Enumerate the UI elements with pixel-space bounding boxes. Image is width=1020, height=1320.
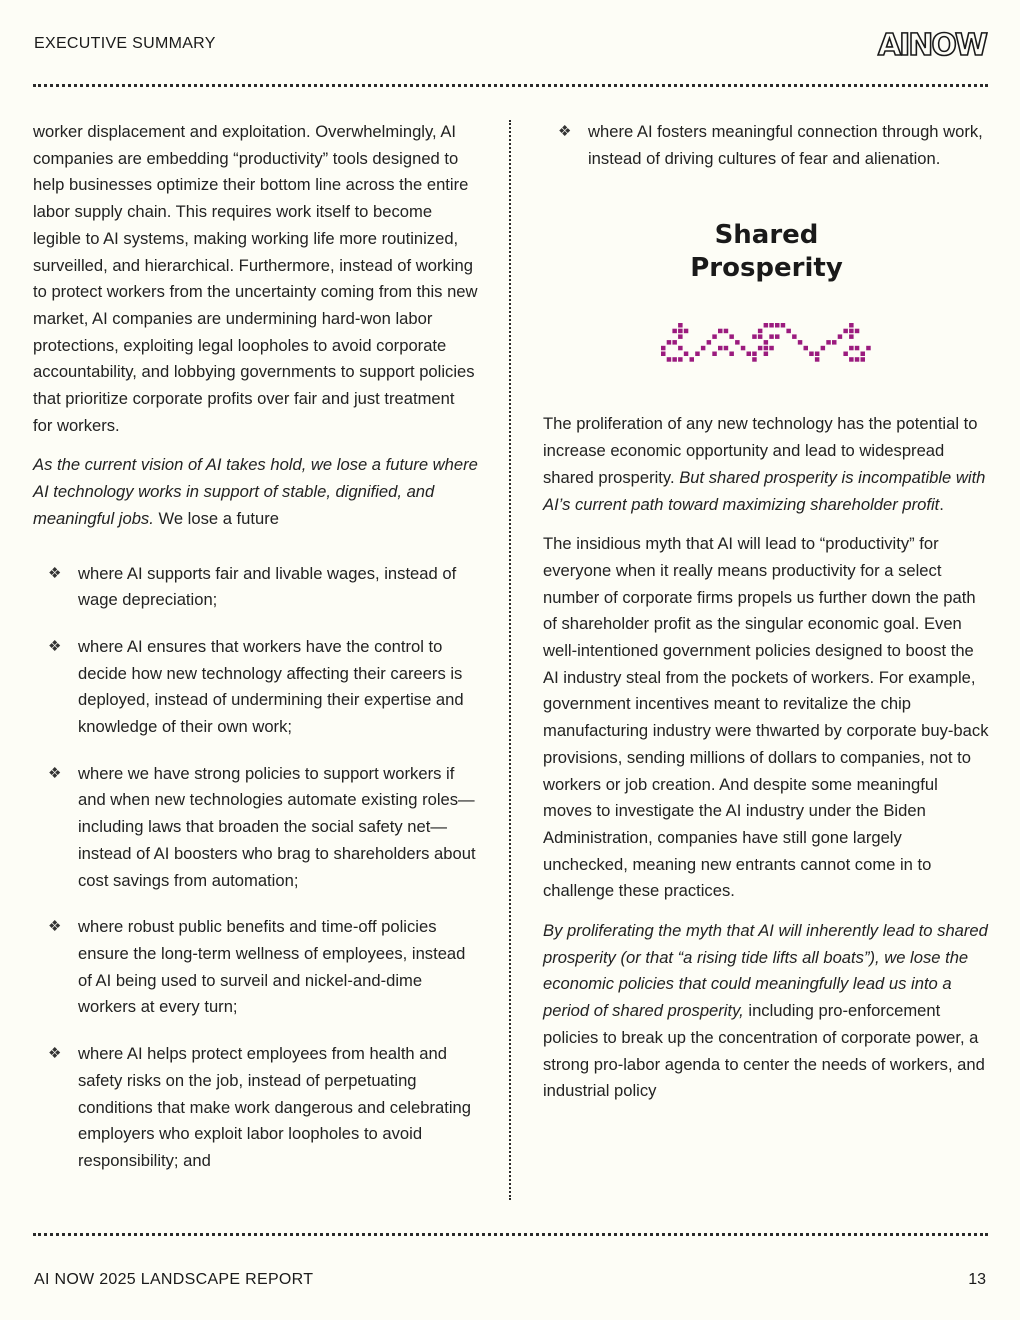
ai-now-logo: AINOW — [877, 28, 986, 63]
right-paragraph-3-italic: By proliferating the myth that AI will inherently lead to shared prosperity (or that “a rising tide lifts all boats”), we lose the economic policies that could meaningfully lead us into a period of shared prosperity, — [543, 921, 988, 1021]
right-bullet-list — [543, 119, 990, 172]
list-item-text: where AI ensures that workers have the control to decide how new technology affecting their careers is deployed, instead of undermining their expertise and knowledge of their own work; — [78, 636, 464, 737]
list-item — [33, 761, 478, 895]
diamond-bullet-icon: ❖ — [48, 1045, 62, 1063]
diamond-bullet-icon: ❖ — [48, 637, 62, 655]
list-item-text: where robust public benefits and time-off policies ensure the long-term wellness of employees, instead of AI being used to surveil and nickel-and-dime workers at every turn; — [78, 917, 466, 1017]
left-paragraph-2 — [33, 452, 478, 532]
right-paragraph-1-plain: The proliferation of any new technology has the potential to increase economic opportunity and lead to widespread shared prosperity. — [543, 414, 978, 487]
right-paragraph-1 — [543, 411, 990, 518]
list-item-text: where AI helps protect employees from health and safety risks on the job, instead of perpetuating conditions that make work dangerous and celebrating employers who exploit labor loopholes to avoid responsibility; and — [78, 1044, 471, 1170]
shared-prosperity-pixel-motif-icon — [661, 317, 873, 369]
list-item — [543, 119, 990, 172]
left-paragraph-2-italic: As the current vision of AI takes hold, we lose a future where AI technology works in support of stable, dignified, and meaningful jobs. — [33, 455, 478, 528]
right-paragraph-3-rest: including pro-enforcement policies to break up the concentration of corporate power, a strong pro-labor agenda to center the needs of workers, and industrial policy — [543, 1001, 985, 1101]
right-paragraph-1-italic: But shared prosperity is incompatible with AI’s current path toward maximizing shareholder profit — [543, 467, 986, 514]
list-item-text: where AI supports fair and livable wages, instead of wage depreciation; — [78, 563, 457, 610]
right-paragraph-2: The insidious myth that AI will lead to “productivity” for everyone when it really means productivity for a select number of corporate firms propels us further down the path of shareholder profit as the singular economic goal. Even well-intentioned government policies designed to boost the AI industry steal from the pockets of workers. For example, government incentives meant to revitalize the chip manufacturing industry were thwarted by corporate buy-back provisions, sending millions of dollars to companies, not to workers or job creation. And despite some meaningful moves to investigate the AI industry under the Biden Administration, companies have still gone largely unchecked, meaning new entrants cannot come in to challenge these practices. — [543, 534, 989, 901]
list-item — [33, 561, 478, 614]
list-item — [33, 1041, 478, 1175]
header-section-label: EXECUTIVE SUMMARY — [34, 35, 216, 52]
left-paragraph-2-rest: We lose a future — [153, 508, 279, 528]
list-item — [33, 634, 478, 741]
diamond-bullet-icon: ❖ — [48, 764, 62, 782]
diamond-bullet-icon: ❖ — [48, 918, 62, 936]
list-item-text: where AI fosters meaningful connection through work, instead of driving cultures of fear and alienation. — [588, 122, 983, 168]
diamond-bullet-icon: ❖ — [48, 564, 62, 582]
right-column — [543, 119, 990, 1118]
left-column — [33, 119, 478, 1195]
column-divider — [509, 120, 511, 1200]
section-title — [543, 219, 990, 285]
header-divider — [33, 84, 988, 87]
page-number: 13 — [968, 1271, 986, 1288]
diamond-bullet-icon: ❖ — [558, 123, 572, 140]
footer-divider — [33, 1233, 988, 1236]
left-bullet-list — [33, 561, 478, 1175]
right-paragraph-3 — [543, 918, 990, 1105]
list-item — [33, 914, 478, 1021]
footer-report-label: AI NOW 2025 LANDSCAPE REPORT — [34, 1271, 314, 1288]
right-paragraph-1-end: . — [939, 494, 944, 514]
section-title-line-2: Prosperity — [690, 253, 843, 284]
list-item-text: where we have strong policies to support workers if and when new technologies automate existing roles—including laws that broaden the social safety net—instead of AI boosters who brag to shareholders about cost savings from automation; — [78, 763, 476, 890]
left-paragraph-1: worker displacement and exploitation. Overwhelmingly, AI companies are embedding “productivity” tools designed to help businesses optimize their bottom line across the entire labor supply chain. This requires work itself to become legible to AI systems, making working life more routinized, surveilled, and hierarchical. Furthermore, instead of working to protect workers from the uncertainty coming from this new market, AI companies are undermining hard-won labor protections, exploiting legal loopholes to avoid corporate accountability, and lobbying governments to support policies that prioritize corporate profits over fair and just treatment for workers. — [33, 122, 478, 435]
section-title-line-1: Shared — [714, 220, 819, 251]
